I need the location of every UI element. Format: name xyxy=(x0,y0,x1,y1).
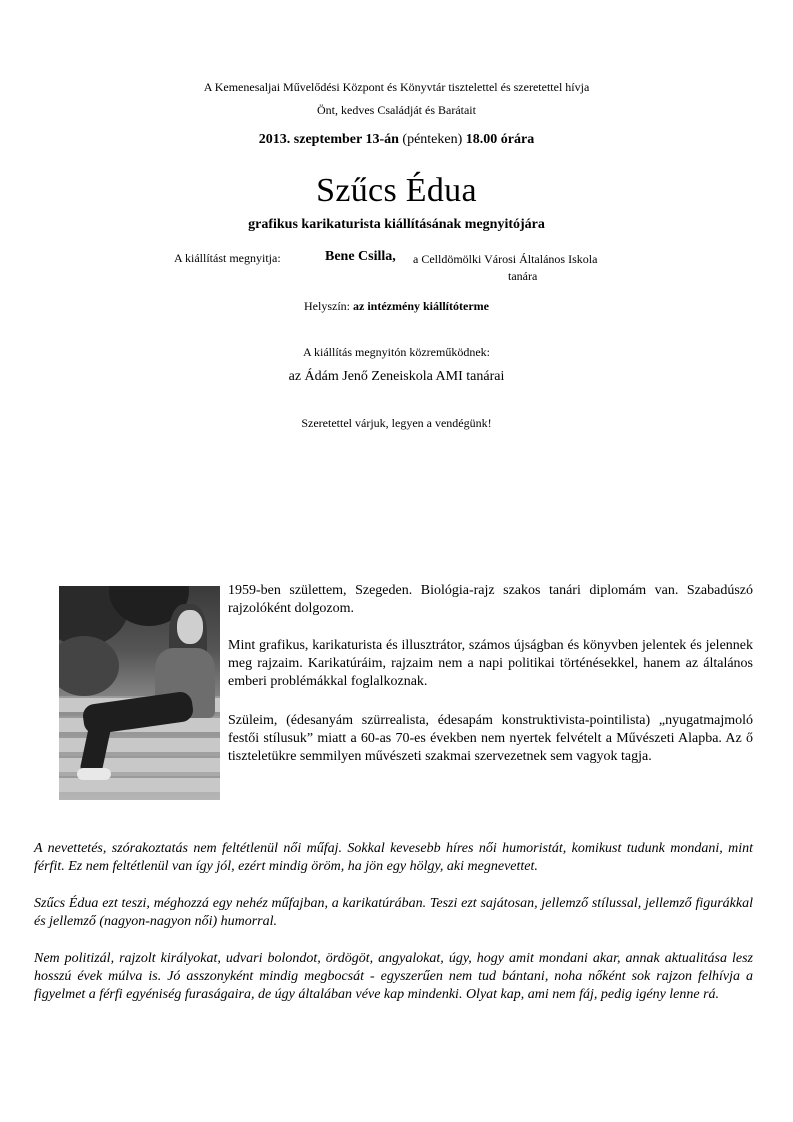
welcome-text: Szeretettel várjuk, legyen a vendégünk! xyxy=(301,416,492,430)
event-subtitle: grafikus karikaturista kiállításának megnyitójára xyxy=(248,217,545,232)
review-paragraph-2: Szűcs Édua ezt teszi, méghozzá egy nehéz műfajban, a karikatúrában. Teszi ezt sajátosan, jellemző stílussal, jellemző figurákkal és jellemző (nagyon-nagyon női) humorral. xyxy=(34,896,753,929)
event-date xyxy=(0,132,793,148)
location-value: az intézmény kiállítóterme xyxy=(353,299,489,313)
location xyxy=(0,299,793,314)
event-date-weekday: (pénteken) xyxy=(402,132,463,147)
opener-role: tanára xyxy=(508,269,538,283)
opener-school: a Celldömölki Városi Általános Iskola xyxy=(413,252,598,266)
intro-line-2: Önt, kedves Családját és Barátait xyxy=(317,103,476,117)
bio-paragraph-3: Szüleim, (édesanyám szürrealista, édesapám konstruktivista-pointilista) „nyugatmajmoló festői stílusuk” miatt a 60-as 70-es években nem nyertek felvételt a Művészeti Alapba. Az ő tiszteletükre semmilyen művészeti szakmai szervezetnek sem vagyok tagja. xyxy=(228,713,753,764)
performers-value: az Ádám Jenő Zeneiskola AMI tanárai xyxy=(288,369,505,384)
intro-line-1: A Kemenesaljai Művelődési Központ és Könyvtár tisztelettel és szeretettel hívja xyxy=(203,80,590,94)
bio-paragraph-2: Mint grafikus, karikaturista és illusztrátor, számos újságban és könyvben jelentek és jelennek meg rajzaim. Karikatúráim, rajzaim nem a napi politikai történésekkel, hanem az általános emberi problémákkal foglalkoznak. xyxy=(228,638,753,689)
location-label: Helyszín: xyxy=(304,299,351,313)
event-date-time: 18.00 órára xyxy=(465,132,535,147)
opener-label: A kiállítást megnyitja: xyxy=(174,251,281,265)
performers-label: A kiállítás megnyitón közreműködnek: xyxy=(303,345,490,359)
artist-name: Szűcs Édua xyxy=(316,172,477,209)
artist-photo xyxy=(59,586,220,800)
event-date-day: 2013. szeptember 13-án xyxy=(258,132,399,147)
review-paragraph-1: A nevettetés, szórakoztatás nem feltétlenül női műfaj. Sokkal kevesebb híres női humoristát, komikust tudunk mondani, mint férfit. Ez nem feltétlenül van így jól, ezért mindig öröm, ha jön egy hölgy, aki megnevettet. xyxy=(34,841,753,874)
opener-name: Bene Csilla, xyxy=(325,249,396,264)
review-paragraph-3: Nem politizál, rajzolt királyokat, udvari bolondot, ördögöt, angyalokat, úgy, hogy amit mondani akar, annak aktualitása lesz hosszú évek múlva is. Jó asszonyként mindig megbocsát - egyszerűen nem tud bántani, noha nőként sok rajzon felhívja a figyelmet a férfi egyéniség furaságaira, de úgy általában véve kap mindenki. Olyat kap, ami nem fáj, pedig igény lenne rá. xyxy=(34,951,753,1002)
bio-paragraph-1: 1959-ben születtem, Szegeden. Biológia-rajz szakos tanári diplomám van. Szabadúszó rajzolóként dolgozom. xyxy=(228,583,753,616)
